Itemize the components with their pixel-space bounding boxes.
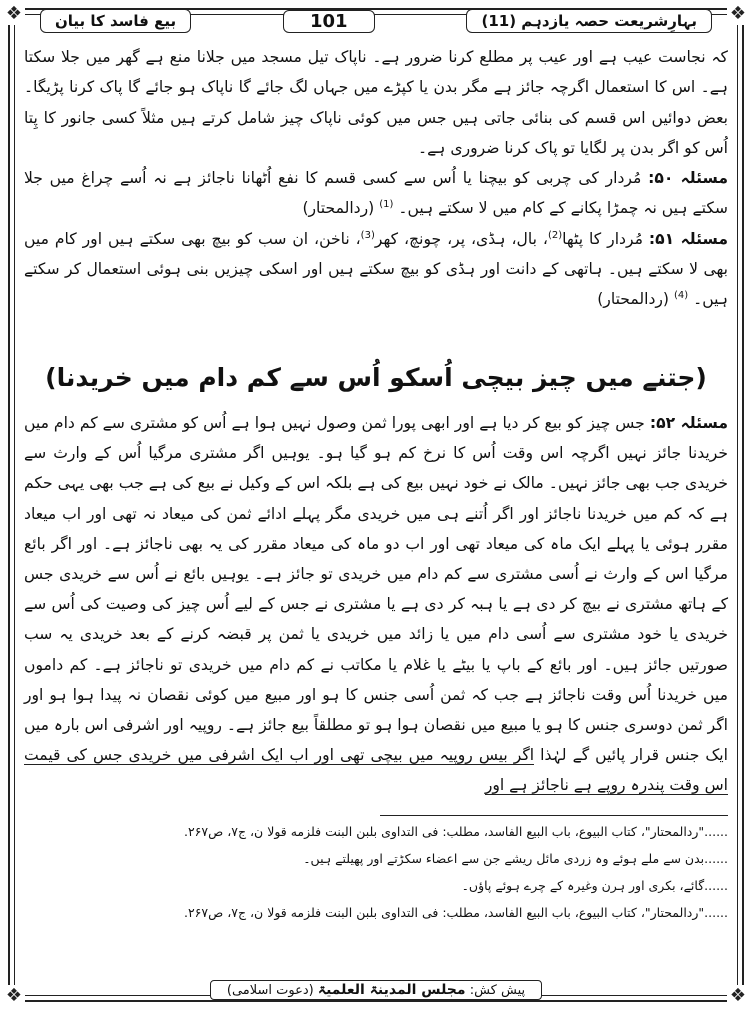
reference: (ردالمحتار) xyxy=(302,199,375,218)
footnote-ref[interactable]: (2) xyxy=(547,229,563,241)
masala-52 xyxy=(24,408,728,801)
page-header xyxy=(40,6,712,36)
publisher-box xyxy=(210,980,542,1000)
corner-ornament-icon: ❖ xyxy=(3,3,25,25)
paragraph: کہ نجاست عیب ہے اور عیب پر مطلع کرنا ضرور ہے۔ ناپاک تیل مسجد میں جلانا منع ہے گھر میں جلا سکتا ہے۔ اس کا استعمال اگرچہ جائز ہے مگر بدن یا کپڑے میں جہاں لگ جائے گا ناپاک ہو جائے گا پاک کرنا پڑیگا۔ بعض دوائیں اس قسم کی بنائی جاتی ہیں جس میں کوئی ناپاک چیز شامل کرتے ہیں مثلاً کسی جانور کا پِتا اُس کو اگر بدن پر لگایا تو پاک کرنا ضروری ہے۔ xyxy=(24,48,728,157)
masala-label: مسئلہ ۵۲: xyxy=(649,414,728,432)
underlined-text: اگر بیس روپیہ میں بیچی تھی اور اب ایک اشرفی میں خریدی جس کی قیمت اس وقت پندرہ روپے ہے ناجائز ہے اور xyxy=(24,746,728,795)
footnote: ......"ردالمحتار"، کتاب البیوع، باب البیع الفاسد، مطلب: فی التداوی بلبن البنت فلزمه قولا ن، ج۷، ص۲۶۷. xyxy=(183,824,728,839)
masala-text: جس چیز کو بیع کر دیا ہے اور ابھی پورا ثمن وصول نہیں ہوا ہے اُس کو مشتری سے کم دام میں خریدنا جائز نہیں اگرچہ اس وقت اُس کا نرخ کم ہو گیا ہو۔ یوہیں اگر مشتری مرگیا اُس کے وارث سے خریدی جب بھی جائز نہیں۔ مالک نے خود نہیں بیع کی ہے بلکہ اس کے وکیل نے بیع کی ہے جب بھی یہی حکم ہے کہ کم میں خریدنا ناجائز اور اگر اُتنے ہی میں خریدی مگر پہلے ادائے ثمن کی میعاد نہ تھی اور اب میعاد مقرر ہوئی یا پہلے ایک ماہ کی میعاد تھی اور اب دو ماہ کی میعاد مقرر کی یہ بھی ناجائز ہے۔ اور اگر بائع مرگیا اس کے وارث نے اُسی مشتری سے کم دام میں خریدی تو جائز ہے۔ یوہیں بائع نے اُس سے خریدی جس کے ہاتھ مشتری نے بیچ کر دی ہے یا ہبہ کر دی ہے یا مشتری نے جس کے لیے اُس چیز کی وصیت کی اُس سے خریدی یا خود مشتری سے اُسی دام میں یا زائد میں خریدی یا ثمن پر قبضہ کرنے کے بعد خریدی یہ سب صورتیں جائز ہیں۔ اور بائع کے باپ یا بیٹے یا غلام یا مکاتب نے کم دام میں خریدی تو ناجائز ہے۔ کم داموں میں خریدنا اُس وقت ناجائز ہے جب کہ ثمن اُسی جنس کا ہو اور مبیع میں کوئی نقصان نہ پیدا ہوا ہو اور اگر ثمن دوسری جنس کا ہو یا مبیع میں نقصان ہوا ہو تو مطلقاً بیع جائز ہے۔ روپیہ اور اشرفی اس بارہ میں ایک جنس قرار پائیں گے لہٰذا xyxy=(24,414,728,765)
footnotes xyxy=(24,818,728,926)
masala-50 xyxy=(24,163,728,224)
masala-51 xyxy=(24,224,728,315)
page-footer xyxy=(0,979,752,1000)
footnote-ref[interactable]: (4) xyxy=(673,290,689,302)
section-heading: (جتنے میں چیز بیچی اُسکو اُس سے کم دام میں خریدنا) xyxy=(45,363,707,392)
masala-text: ، ناخن، ان سب کو بیچ بھی سکتے ہیں اور کام میں بھی لا سکتے ہیں۔ ہاتھی کے دانت اور ہڈی کو بیچ سکتے ہیں اور اسکی چیزیں بنی ہوئی استعمال کر سکتے ہیں۔ xyxy=(24,229,728,309)
footnote-ref[interactable]: (1) xyxy=(379,199,394,211)
corner-ornament-icon: ❖ xyxy=(727,985,749,1007)
reference: (ردالمحتار) xyxy=(597,290,670,309)
footnote: ......"ردالمحتار"، کتاب البیوع، باب البیع الفاسد، مطلب: فی التداوی بلبن البنت فلزمه قولا ن، ج۷، ص۲۶۷. xyxy=(183,905,728,920)
main-text xyxy=(24,42,728,315)
corner-ornament-icon: ❖ xyxy=(727,3,749,25)
chapter-title: بیع فاسد کا بیان xyxy=(40,9,191,33)
masala-text: مُردار کا پٹھا xyxy=(562,229,643,248)
masala-label: مسئلہ ۵۱: xyxy=(648,229,728,248)
masala-text: مُردار کی چربی کو بیچنا یا اُس سے کسی قسم کا نفع اُٹھانا ناجائز ہے نہ اُسے چراغ میں جلا سکتے ہیں نہ چمڑا پکانے کے کام میں لا سکتے ہیں۔ xyxy=(24,169,728,218)
masala-label: مسئلہ ۵۰: xyxy=(648,169,728,188)
corner-ornament-icon: ❖ xyxy=(3,985,25,1007)
publisher-name: مجلس المدینۃ العلمیۃ xyxy=(317,982,466,998)
footnote: ......گائے، بکری اور ہرن وغیرہ کے چرے ہوئے پاؤں۔ xyxy=(461,878,728,893)
publisher-suffix: (دعوت اسلامی) xyxy=(226,983,314,998)
footnote-divider xyxy=(380,815,728,816)
masala-text: ، بال، ہڈی، پر، چونچ، کھر xyxy=(374,229,548,248)
page-number: 101 xyxy=(283,10,375,33)
publisher-prefix: پیش کش: xyxy=(469,983,526,998)
book-title: بہارِشریعت حصہ یازدہم (11) xyxy=(466,9,712,33)
footnote-ref[interactable]: (3) xyxy=(360,229,375,241)
footnote: ......بدن سے ملے ہوئے وہ زردی مائل ریشے جن سے اعضاء سکڑتے اور پھیلتے ہیں۔ xyxy=(303,851,728,866)
